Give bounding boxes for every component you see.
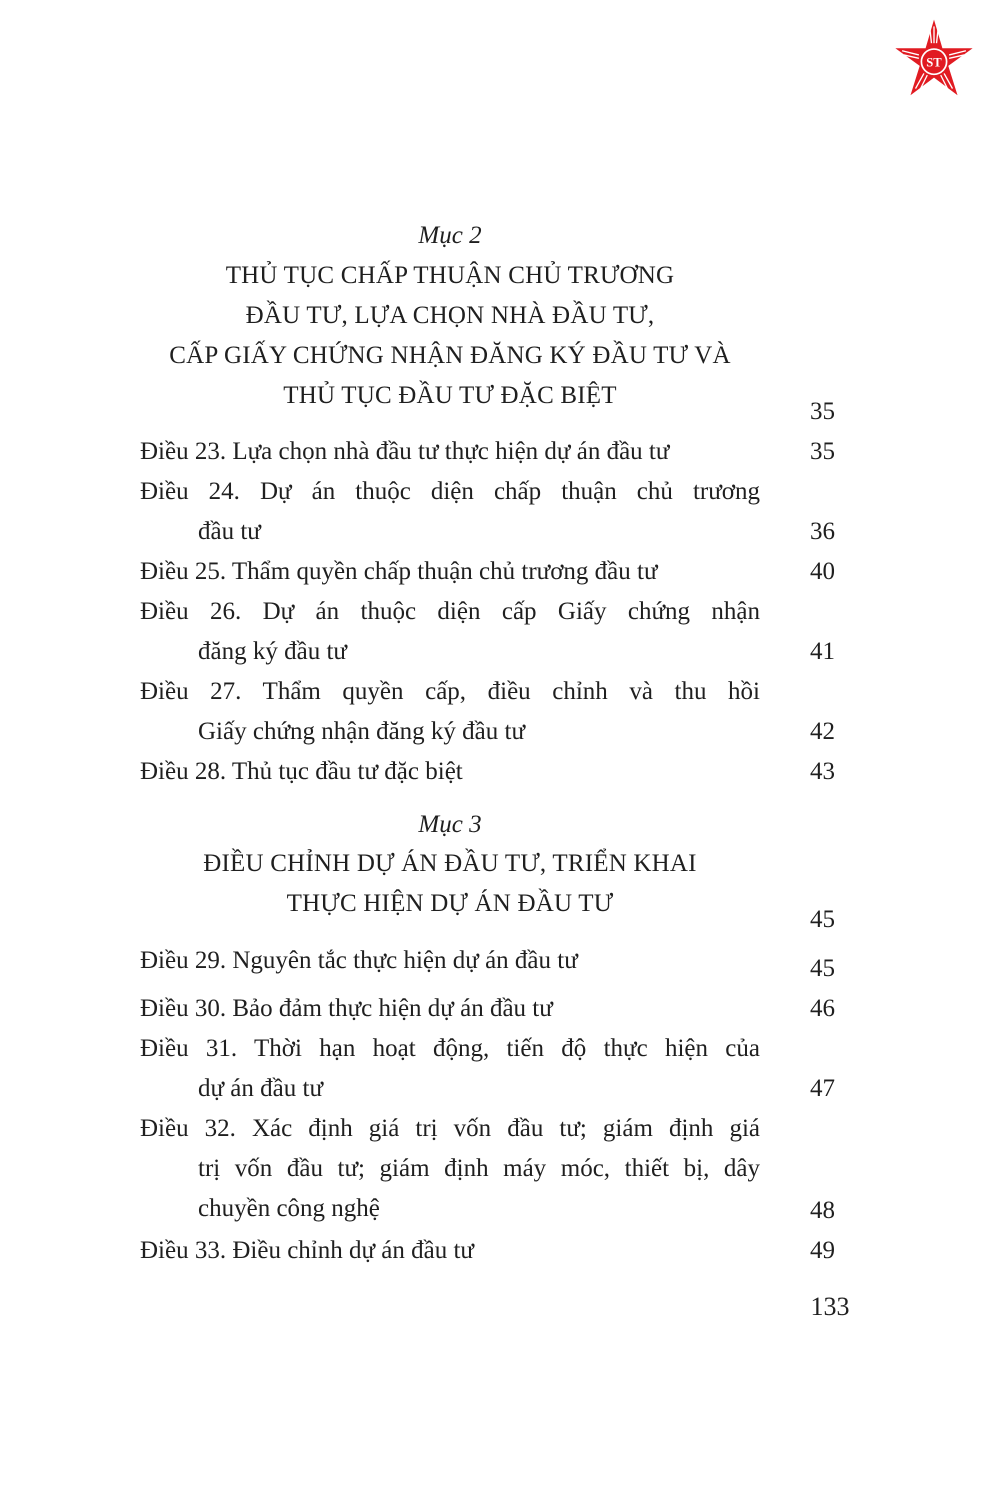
entry-page-number: 41: [810, 638, 835, 665]
entry-page-number: 42: [810, 718, 835, 745]
entry-page-number: 45: [810, 955, 835, 982]
toc-entry-line: Điều 27. Thẩm quyền cấp, điều chỉnh và thu hồi: [140, 678, 760, 705]
toc-entry-line: đầu tư: [198, 518, 261, 545]
entry-page-number: 36: [810, 518, 835, 545]
toc-entry-line: đăng ký đầu tư: [198, 638, 347, 665]
entry-page-number: 49: [810, 1237, 835, 1264]
section-page-number: 45: [810, 906, 835, 933]
page-number: 133: [810, 1292, 850, 1321]
toc-entry-line: Điều 23. Lựa chọn nhà đầu tư thực hiện dự án đầu tư: [140, 438, 670, 465]
entry-page-number: 40: [810, 558, 835, 585]
toc-entry-line: Điều 25. Thẩm quyền chấp thuận chủ trương đầu tư: [140, 558, 658, 585]
toc-entry-line: Điều 31. Thời hạn hoạt động, tiến độ thực hiện của: [140, 1035, 760, 1062]
section-title-line: ĐIỀU CHỈNH DỰ ÁN ĐẦU TƯ, TRIỂN KHAI: [203, 850, 697, 877]
section-label: Mục 2: [418, 222, 482, 249]
section-title-line: THỦ TỤC CHẤP THUẬN CHỦ TRƯƠNG: [225, 262, 675, 289]
svg-text:ST: ST: [926, 55, 942, 70]
entry-page-number: 46: [810, 995, 835, 1022]
section-title-line: CẤP GIẤY CHỨNG NHẬN ĐĂNG KÝ ĐẦU TƯ VÀ: [169, 342, 731, 369]
toc-entry-line: Giấy chứng nhận đăng ký đầu tư: [198, 718, 526, 745]
section-title-line: THỦ TỤC ĐẦU TƯ ĐẶC BIỆT: [283, 382, 617, 409]
toc-entry-line: Điều 33. Điều chỉnh dự án đầu tư: [140, 1237, 474, 1264]
toc-entry-line: chuyền công nghệ: [198, 1195, 380, 1222]
toc-entry-line: Điều 26. Dự án thuộc diện cấp Giấy chứng nhận: [140, 598, 760, 625]
toc-entry-line: trị vốn đầu tư; giám định máy móc, thiết bị, dây: [198, 1155, 760, 1182]
toc-entry-line: Điều 32. Xác định giá trị vốn đầu tư; giám định giá: [140, 1115, 760, 1142]
toc-entry-line: Điều 30. Bảo đảm thực hiện dự án đầu tư: [140, 995, 553, 1022]
entry-page-number: 48: [810, 1197, 835, 1224]
entry-page-number: 35: [810, 438, 835, 465]
toc-entry-line: Điều 24. Dự án thuộc diện chấp thuận chủ trương: [140, 478, 760, 505]
section-page-number: 35: [810, 398, 835, 425]
toc-entry-line: dự án đầu tư: [198, 1075, 323, 1102]
toc-entry-line: Điều 29. Nguyên tắc thực hiện dự án đầu tư: [140, 947, 578, 974]
section-title-line: ĐẦU TƯ, LỰA CHỌN NHÀ ĐẦU TƯ,: [245, 302, 655, 329]
section-title-line: THỰC HIỆN DỰ ÁN ĐẦU TƯ: [286, 890, 614, 917]
entry-page-number: 43: [810, 758, 835, 785]
entry-page-number: 47: [810, 1075, 835, 1102]
star-logo-icon: [892, 18, 976, 102]
section-label: Mục 3: [418, 811, 482, 838]
toc-entry-line: Điều 28. Thủ tục đầu tư đặc biệt: [140, 758, 463, 785]
